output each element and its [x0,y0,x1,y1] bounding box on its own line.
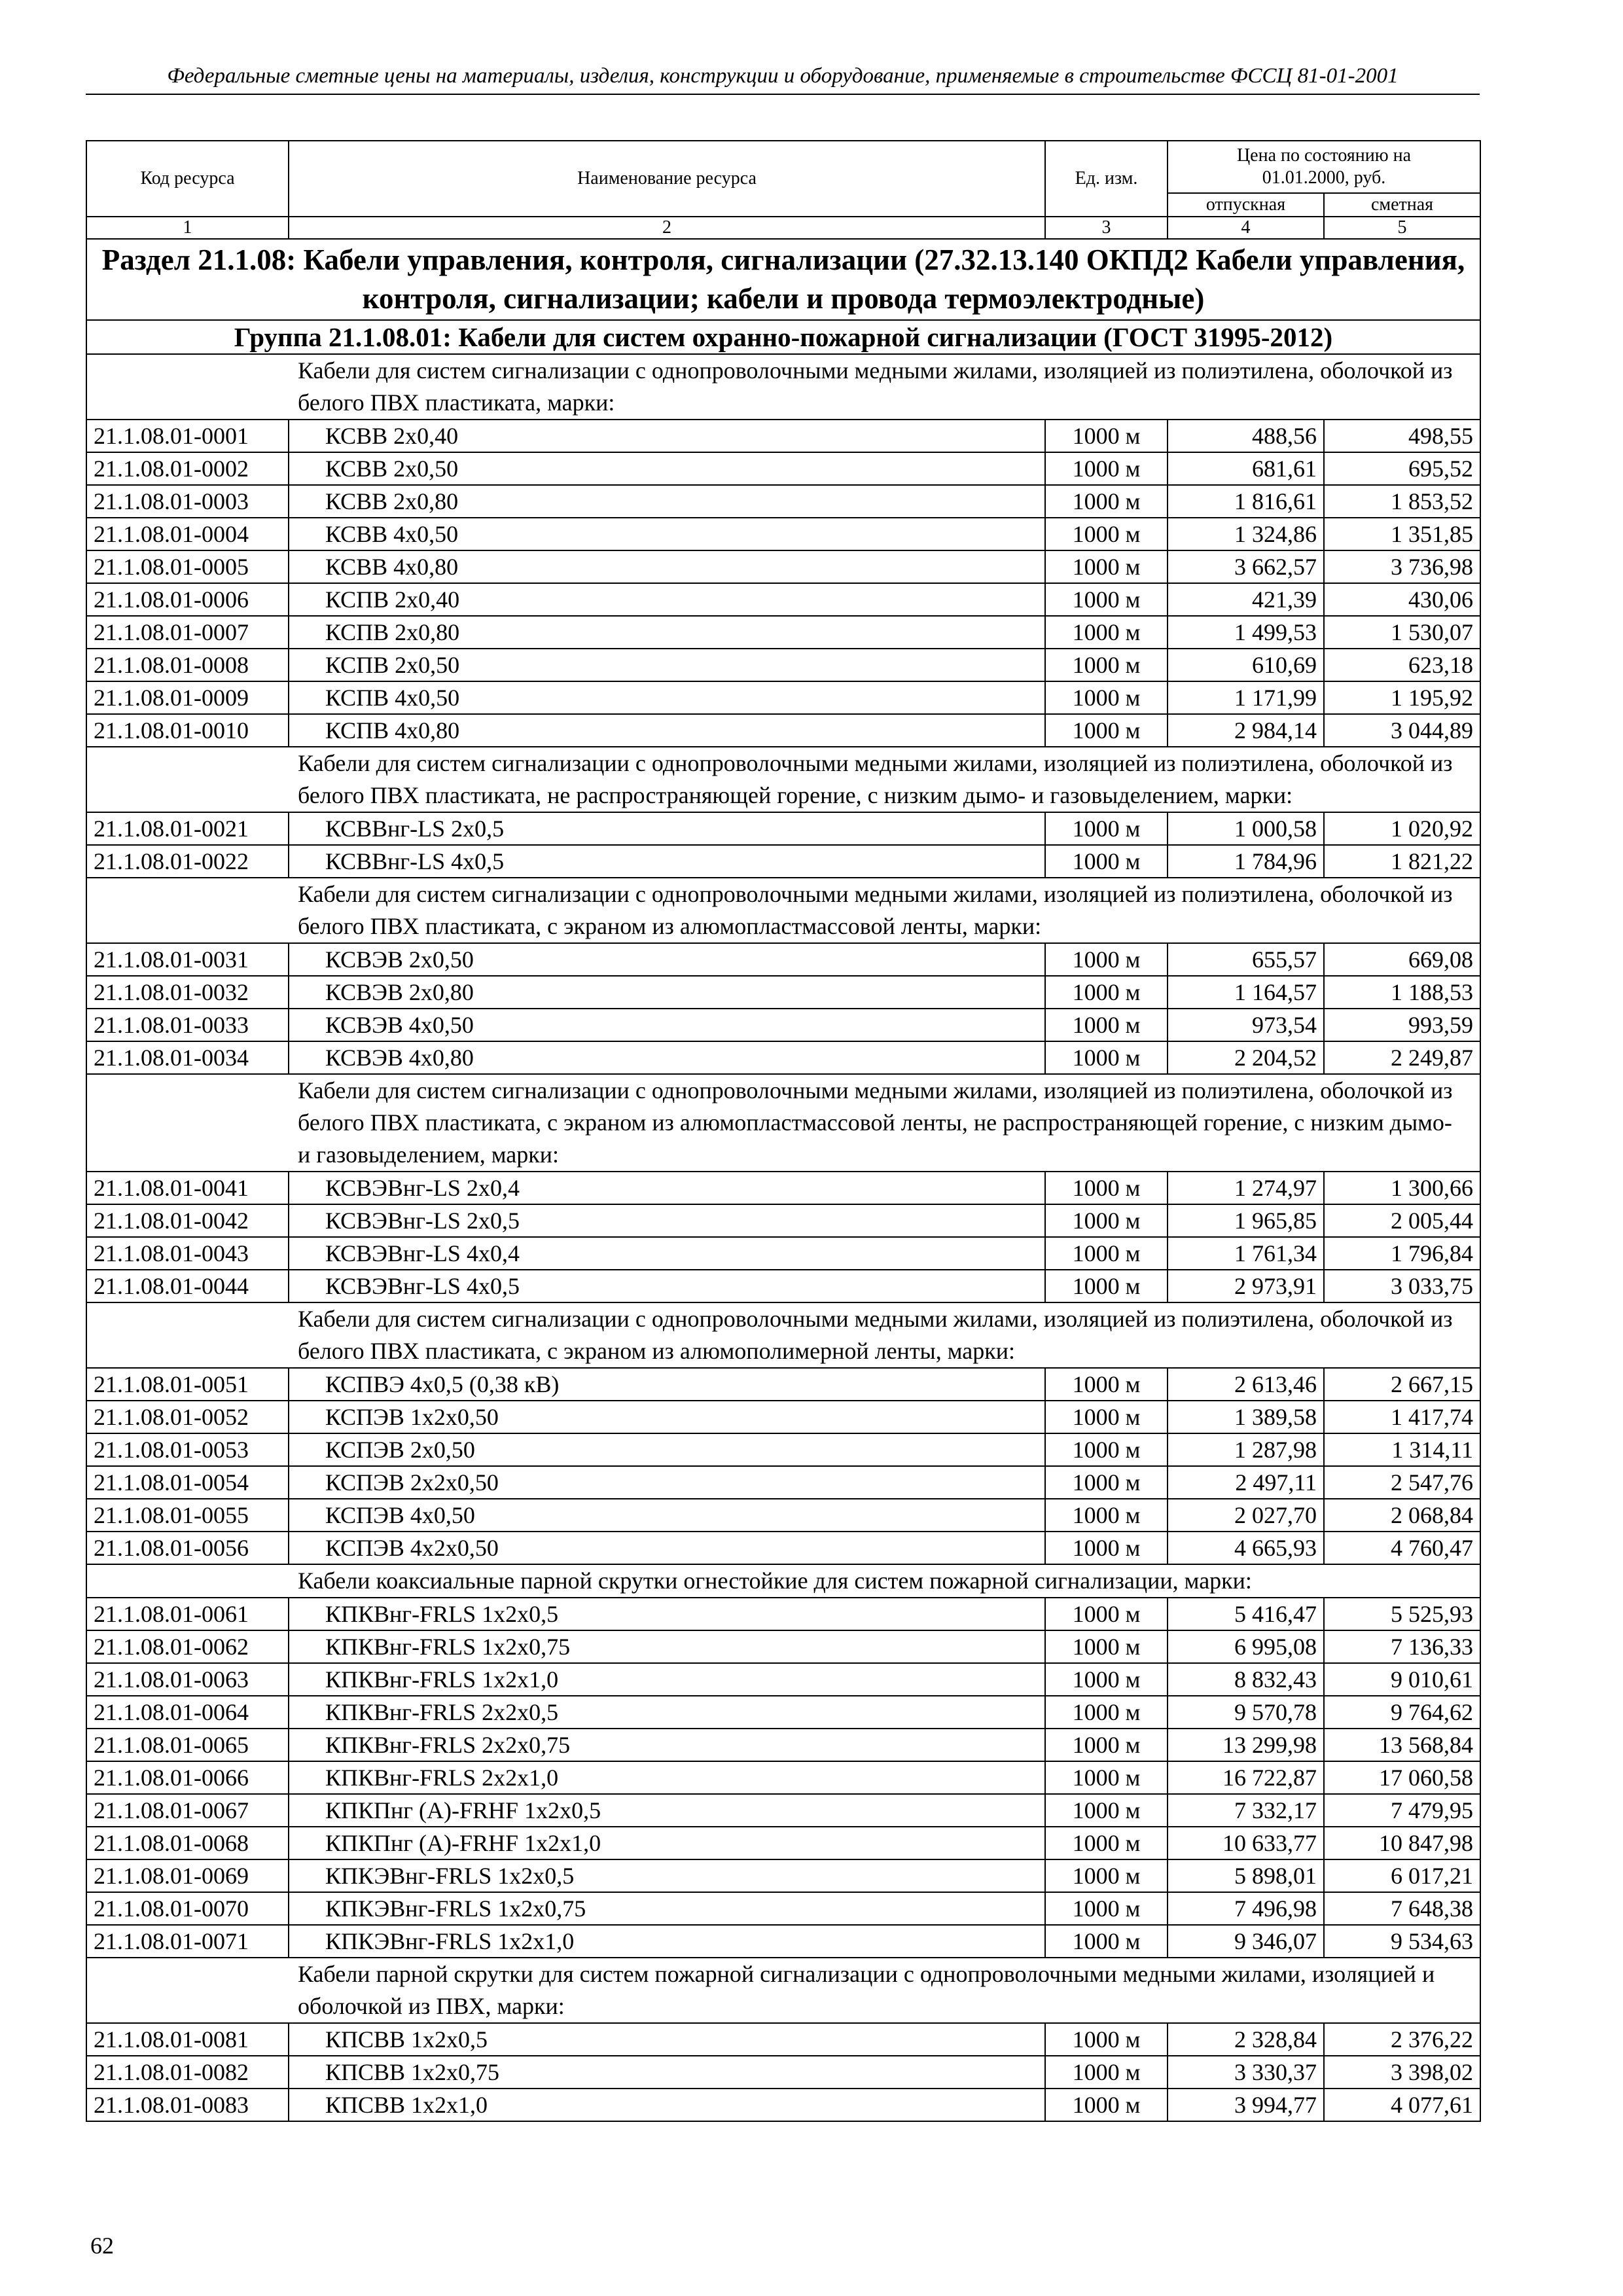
subgroup-description-row [86,747,1480,812]
resource-code: 21.1.08.01-0003 [86,485,289,518]
resource-code: 21.1.08.01-0005 [86,550,289,583]
resource-name: КПКВнг-FRLS 1х2х0,5 [289,1598,1045,1630]
table-row [86,1761,1480,1794]
unit: 1000 м [1045,1925,1168,1958]
resource-code: 21.1.08.01-0052 [86,1401,289,1433]
unit: 1000 м [1045,485,1168,518]
resource-name: КПКВнг-FRLS 2х2х0,75 [289,1729,1045,1761]
resource-code: 21.1.08.01-0065 [86,1729,289,1761]
resource-name: КСПВ 4х0,50 [289,681,1045,714]
header-price: Цена по состоянию на 01.01.2000, руб. [1168,141,1480,193]
release-price: 2 973,91 [1168,1270,1324,1302]
table-row [86,1368,1480,1401]
unit: 1000 м [1045,550,1168,583]
release-price: 1 784,96 [1168,845,1324,878]
unit: 1000 м [1045,2089,1168,2121]
table-row [86,1532,1480,1564]
release-price: 681,61 [1168,452,1324,485]
resource-name: КПКВнг-FRLS 2х2х0,5 [289,1696,1045,1729]
resource-name: КПКВнг-FRLS 2х2х1,0 [289,1761,1045,1794]
resource-name: КСВВнг-LS 4х0,5 [289,845,1045,878]
table-row [86,583,1480,616]
release-price: 2 497,11 [1168,1466,1324,1499]
estimate-price: 1 796,84 [1324,1237,1480,1270]
resource-code: 21.1.08.01-0044 [86,1270,289,1302]
estimate-price: 1 195,92 [1324,681,1480,714]
group-title: Группа 21.1.08.01: Кабели для систем охранно-пожарной сигнализации (ГОСТ 31995-2012) [86,320,1480,354]
release-price: 488,56 [1168,420,1324,452]
resource-name: КСВЭВ 4х0,80 [289,1041,1045,1074]
table-row [86,1204,1480,1237]
resource-name: КСПЭВ 4х2х0,50 [289,1532,1045,1564]
resource-code: 21.1.08.01-0067 [86,1794,289,1827]
resource-code: 21.1.08.01-0032 [86,976,289,1009]
release-price: 5 898,01 [1168,1859,1324,1892]
resource-code: 21.1.08.01-0010 [86,714,289,747]
subgroup-description: Кабели для систем сигнализации с однопроволочными медными жилами, изоляцией из полиэтилена, оболочкой из белого ПВХ пластиката, с экраном из алюмопластмассовой ленты, не распространяющей горение, с низким дымо- и газовыделением, марки: [86,1074,1480,1172]
resource-name: КСПВЭ 4х0,5 (0,38 кВ) [289,1368,1045,1401]
resource-code: 21.1.08.01-0009 [86,681,289,714]
release-price: 610,69 [1168,649,1324,681]
section-title: Раздел 21.1.08: Кабели управления, контроля, сигнализации (27.32.13.140 ОКПД2 Кабели управления, контроля, сигнализации; кабели и провода термоэлектродные) [86,239,1480,320]
resource-code: 21.1.08.01-0008 [86,649,289,681]
resource-code: 21.1.08.01-0054 [86,1466,289,1499]
resource-name: КСПЭВ 1х2х0,50 [289,1401,1045,1433]
resource-code: 21.1.08.01-0042 [86,1204,289,1237]
resource-name: КСВВ 2х0,80 [289,485,1045,518]
unit: 1000 м [1045,1859,1168,1892]
resource-code: 21.1.08.01-0022 [86,845,289,878]
page-number: 62 [90,2233,114,2259]
release-price: 4 665,93 [1168,1532,1324,1564]
price-table [86,140,1481,2122]
estimate-price: 2 068,84 [1324,1499,1480,1532]
header-release-price: отпускная [1168,193,1324,217]
unit: 1000 м [1045,649,1168,681]
release-price: 1 274,97 [1168,1172,1324,1204]
unit: 1000 м [1045,1172,1168,1204]
unit: 1000 м [1045,518,1168,550]
release-price: 1 000,58 [1168,812,1324,845]
resource-name: КПКЭВнг-FRLS 1х2х0,75 [289,1892,1045,1925]
unit: 1000 м [1045,1270,1168,1302]
unit: 1000 м [1045,1466,1168,1499]
table-row [86,452,1480,485]
subgroup-description-row [86,1958,1480,2023]
resource-code: 21.1.08.01-0031 [86,943,289,976]
release-price: 1 324,86 [1168,518,1324,550]
resource-code: 21.1.08.01-0083 [86,2089,289,2121]
table-row [86,1237,1480,1270]
resource-code: 21.1.08.01-0041 [86,1172,289,1204]
unit: 1000 м [1045,1433,1168,1466]
table-row [86,420,1480,452]
unit: 1000 м [1045,1696,1168,1729]
resource-code: 21.1.08.01-0043 [86,1237,289,1270]
resource-code: 21.1.08.01-0051 [86,1368,289,1401]
table-row [86,2056,1480,2089]
resource-code: 21.1.08.01-0033 [86,1009,289,1041]
release-price: 2 027,70 [1168,1499,1324,1532]
table-row [86,1499,1480,1532]
estimate-price: 1 020,92 [1324,812,1480,845]
table-row [86,1009,1480,1041]
unit: 1000 м [1045,681,1168,714]
resource-code: 21.1.08.01-0062 [86,1630,289,1663]
unit: 1000 м [1045,1401,1168,1433]
header-code: Код ресурса [86,141,289,217]
table-row [86,1892,1480,1925]
resource-code: 21.1.08.01-0004 [86,518,289,550]
release-price: 13 299,98 [1168,1729,1324,1761]
subgroup-description: Кабели для систем сигнализации с однопроволочными медными жилами, изоляцией из полиэтилена, оболочкой из белого ПВХ пластиката, марки: [86,354,1480,420]
estimate-price: 9 010,61 [1324,1663,1480,1696]
unit: 1000 м [1045,812,1168,845]
resource-name: КСВВ 2х0,50 [289,452,1045,485]
table-row [86,1729,1480,1761]
table-row [86,845,1480,878]
estimate-price: 623,18 [1324,649,1480,681]
release-price: 1 816,61 [1168,485,1324,518]
table-row [86,1827,1480,1859]
estimate-price: 6 017,21 [1324,1859,1480,1892]
release-price: 6 995,08 [1168,1630,1324,1663]
table-row [86,1630,1480,1663]
resource-name: КПКПнг (А)-FRHF 1х2х1,0 [289,1827,1045,1859]
estimate-price: 1 314,11 [1324,1433,1480,1466]
subgroup-description: Кабели для систем сигнализации с однопроволочными медными жилами, изоляцией из полиэтилена, оболочкой из белого ПВХ пластиката, с экраном из алюмополимерной ленты, марки: [86,1302,1480,1368]
estimate-price: 7 648,38 [1324,1892,1480,1925]
table-row [86,2089,1480,2121]
release-price: 1 287,98 [1168,1433,1324,1466]
subgroup-description-row [86,1564,1480,1598]
column-number: 1 [86,217,289,239]
estimate-price: 2 005,44 [1324,1204,1480,1237]
resource-code: 21.1.08.01-0081 [86,2023,289,2056]
header-unit: Ед. изм. [1045,141,1168,217]
unit: 1000 м [1045,1237,1168,1270]
unit: 1000 м [1045,1630,1168,1663]
estimate-price: 498,55 [1324,420,1480,452]
release-price: 2 204,52 [1168,1041,1324,1074]
header-estimate-price: сметная [1324,193,1480,217]
table-row [86,714,1480,747]
unit: 1000 м [1045,452,1168,485]
resource-code: 21.1.08.01-0053 [86,1433,289,1466]
release-price: 3 330,37 [1168,2056,1324,2089]
estimate-price: 3 033,75 [1324,1270,1480,1302]
resource-code: 21.1.08.01-0001 [86,420,289,452]
unit: 1000 м [1045,1598,1168,1630]
unit: 1000 м [1045,1827,1168,1859]
resource-code: 21.1.08.01-0061 [86,1598,289,1630]
running-head: Федеральные сметные цены на материалы, изделия, конструкции и оборудование, применяемые в строительстве ФССЦ 81-01-2001 [86,64,1480,95]
resource-code: 21.1.08.01-0064 [86,1696,289,1729]
release-price: 421,39 [1168,583,1324,616]
resource-name: КПСВВ 1х2х0,75 [289,2056,1045,2089]
column-number: 5 [1324,217,1480,239]
resource-code: 21.1.08.01-0071 [86,1925,289,1958]
table-row [86,1794,1480,1827]
unit: 1000 м [1045,714,1168,747]
unit: 1000 м [1045,943,1168,976]
subgroup-description: Кабели коаксиальные парной скрутки огнестойкие для систем пожарной сигнализации, марки: [86,1564,1480,1598]
resource-name: КПКВнг-FRLS 1х2х1,0 [289,1663,1045,1696]
release-price: 655,57 [1168,943,1324,976]
estimate-price: 2 249,87 [1324,1041,1480,1074]
resource-name: КСПВ 2х0,50 [289,649,1045,681]
release-price: 9 570,78 [1168,1696,1324,1729]
estimate-price: 4 077,61 [1324,2089,1480,2121]
unit: 1000 м [1045,1729,1168,1761]
estimate-price: 5 525,93 [1324,1598,1480,1630]
unit: 1000 м [1045,976,1168,1009]
resource-code: 21.1.08.01-0007 [86,616,289,649]
resource-name: КСПЭВ 2х2х0,50 [289,1466,1045,1499]
unit: 1000 м [1045,616,1168,649]
release-price: 7 332,17 [1168,1794,1324,1827]
release-price: 1 965,85 [1168,1204,1324,1237]
table-row [86,1433,1480,1466]
resource-name: КСВЭВ 2х0,80 [289,976,1045,1009]
resource-code: 21.1.08.01-0069 [86,1859,289,1892]
release-price: 10 633,77 [1168,1827,1324,1859]
release-price: 9 346,07 [1168,1925,1324,1958]
estimate-price: 1 351,85 [1324,518,1480,550]
unit: 1000 м [1045,1009,1168,1041]
release-price: 2 613,46 [1168,1368,1324,1401]
resource-name: КСВЭВнг-LS 2х0,4 [289,1172,1045,1204]
resource-code: 21.1.08.01-0082 [86,2056,289,2089]
estimate-price: 2 667,15 [1324,1368,1480,1401]
subgroup-description-row [86,878,1480,943]
resource-name: КСВВ 4х0,80 [289,550,1045,583]
resource-name: КСВЭВнг-LS 2х0,5 [289,1204,1045,1237]
estimate-price: 7 479,95 [1324,1794,1480,1827]
unit: 1000 м [1045,1532,1168,1564]
unit: 1000 м [1045,1663,1168,1696]
table-row [86,1270,1480,1302]
resource-code: 21.1.08.01-0063 [86,1663,289,1696]
unit: 1000 м [1045,1892,1168,1925]
table-row [86,1859,1480,1892]
unit: 1000 м [1045,1204,1168,1237]
resource-name: КСПВ 2х0,40 [289,583,1045,616]
resource-name: КСВВ 2х0,40 [289,420,1045,452]
header-name: Наименование ресурса [289,141,1045,217]
table-row [86,2023,1480,2056]
estimate-price: 17 060,58 [1324,1761,1480,1794]
estimate-price: 669,08 [1324,943,1480,976]
estimate-price: 1 530,07 [1324,616,1480,649]
estimate-price: 9 764,62 [1324,1696,1480,1729]
unit: 1000 м [1045,2056,1168,2089]
release-price: 16 722,87 [1168,1761,1324,1794]
table-row [86,812,1480,845]
estimate-price: 2 376,22 [1324,2023,1480,2056]
estimate-price: 3 044,89 [1324,714,1480,747]
estimate-price: 1 300,66 [1324,1172,1480,1204]
unit: 1000 м [1045,2023,1168,2056]
estimate-price: 1 821,22 [1324,845,1480,878]
estimate-price: 7 136,33 [1324,1630,1480,1663]
unit: 1000 м [1045,1794,1168,1827]
unit: 1000 м [1045,1041,1168,1074]
estimate-price: 1 853,52 [1324,485,1480,518]
column-number: 3 [1045,217,1168,239]
resource-code: 21.1.08.01-0006 [86,583,289,616]
unit: 1000 м [1045,1368,1168,1401]
resource-name: КПСВВ 1х2х0,5 [289,2023,1045,2056]
table-row [86,616,1480,649]
estimate-price: 1 417,74 [1324,1401,1480,1433]
resource-name: КСВВ 4х0,50 [289,518,1045,550]
unit: 1000 м [1045,420,1168,452]
resource-code: 21.1.08.01-0055 [86,1499,289,1532]
release-price: 8 832,43 [1168,1663,1324,1696]
resource-name: КСПВ 2х0,80 [289,616,1045,649]
resource-name: КСПВ 4х0,80 [289,714,1045,747]
estimate-price: 430,06 [1324,583,1480,616]
table-row [86,1925,1480,1958]
resource-code: 21.1.08.01-0002 [86,452,289,485]
unit: 1000 м [1045,1499,1168,1532]
resource-name: КПКВнг-FRLS 1х2х0,75 [289,1630,1045,1663]
release-price: 2 328,84 [1168,2023,1324,2056]
resource-code: 21.1.08.01-0021 [86,812,289,845]
estimate-price: 993,59 [1324,1009,1480,1041]
release-price: 1 389,58 [1168,1401,1324,1433]
release-price: 1 499,53 [1168,616,1324,649]
table-row [86,681,1480,714]
estimate-price: 2 547,76 [1324,1466,1480,1499]
release-price: 1 761,34 [1168,1237,1324,1270]
table-row [86,485,1480,518]
estimate-price: 3 736,98 [1324,550,1480,583]
resource-name: КПСВВ 1х2х1,0 [289,2089,1045,2121]
subgroup-description-row [86,1074,1480,1172]
estimate-price: 3 398,02 [1324,2056,1480,2089]
estimate-price: 4 760,47 [1324,1532,1480,1564]
unit: 1000 м [1045,845,1168,878]
resource-name: КСВВнг-LS 2х0,5 [289,812,1045,845]
subgroup-description-row [86,1302,1480,1368]
resource-code: 21.1.08.01-0068 [86,1827,289,1859]
estimate-price: 1 188,53 [1324,976,1480,1009]
resource-name: КПКЭВнг-FRLS 1х2х0,5 [289,1859,1045,1892]
resource-name: КСВЭВ 2х0,50 [289,943,1045,976]
subgroup-description: Кабели для систем сигнализации с однопроволочными медными жилами, изоляцией из полиэтилена, оболочкой из белого ПВХ пластиката, с экраном из алюмопластмассовой ленты, марки: [86,878,1480,943]
unit: 1000 м [1045,583,1168,616]
subgroup-description: Кабели парной скрутки для систем пожарной сигнализации с однопроволочными медными жилами, изоляцией и оболочкой из ПВХ, марки: [86,1958,1480,2023]
resource-name: КПКПнг (А)-FRHF 1х2х0,5 [289,1794,1045,1827]
release-price: 5 416,47 [1168,1598,1324,1630]
table-row [86,1172,1480,1204]
release-price: 1 171,99 [1168,681,1324,714]
estimate-price: 9 534,63 [1324,1925,1480,1958]
subgroup-description-row [86,354,1480,420]
table-row [86,976,1480,1009]
release-price: 3 994,77 [1168,2089,1324,2121]
resource-code: 21.1.08.01-0070 [86,1892,289,1925]
resource-code: 21.1.08.01-0066 [86,1761,289,1794]
table-row [86,1041,1480,1074]
release-price: 1 164,57 [1168,976,1324,1009]
unit: 1000 м [1045,1761,1168,1794]
resource-code: 21.1.08.01-0034 [86,1041,289,1074]
release-price: 973,54 [1168,1009,1324,1041]
table-row [86,649,1480,681]
subgroup-description: Кабели для систем сигнализации с однопроволочными медными жилами, изоляцией из полиэтилена, оболочкой из белого ПВХ пластиката, не распространяющей горение, с низким дымо- и газовыделением, марки: [86,747,1480,812]
table-row [86,1401,1480,1433]
estimate-price: 13 568,84 [1324,1729,1480,1761]
release-price: 2 984,14 [1168,714,1324,747]
estimate-price: 10 847,98 [1324,1827,1480,1859]
table-row [86,1466,1480,1499]
table-row [86,943,1480,976]
resource-name: КСПЭВ 2х0,50 [289,1433,1045,1466]
release-price: 3 662,57 [1168,550,1324,583]
resource-name: КСПЭВ 4х0,50 [289,1499,1045,1532]
column-number: 2 [289,217,1045,239]
column-number: 4 [1168,217,1324,239]
resource-name: КСВЭВнг-LS 4х0,5 [289,1270,1045,1302]
resource-name: КСВЭВнг-LS 4х0,4 [289,1237,1045,1270]
estimate-price: 695,52 [1324,452,1480,485]
table-row [86,1696,1480,1729]
release-price: 7 496,98 [1168,1892,1324,1925]
table-row [86,550,1480,583]
table-row [86,518,1480,550]
resource-name: КСВЭВ 4х0,50 [289,1009,1045,1041]
table-row [86,1598,1480,1630]
resource-name: КПКЭВнг-FRLS 1х2х1,0 [289,1925,1045,1958]
table-row [86,1663,1480,1696]
resource-code: 21.1.08.01-0056 [86,1532,289,1564]
